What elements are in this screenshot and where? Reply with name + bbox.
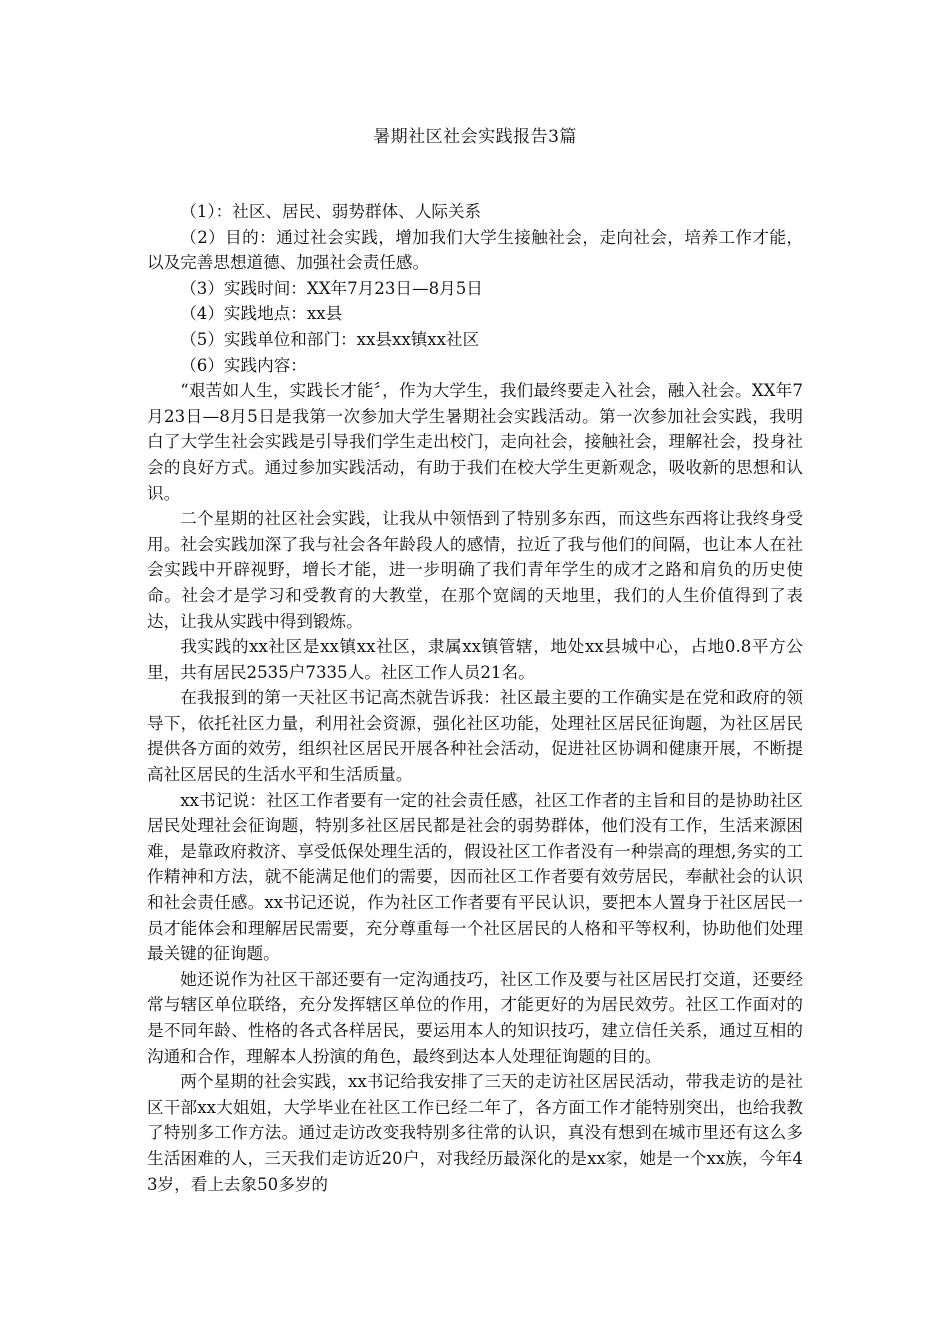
paragraph-time: （3）实践时间：XX年7月23日—8月5日 xyxy=(180,278,483,298)
paragraph: xx书记说：社区工作者要有一定的社会责任感，社区工作者的主旨和目的是协助社区居民处理社会征询题，特别多社区居民都是社会的弱势群体，他们没有工作，生活来源困难，是靠政府救济、享受低保处理生活的，假设社区工作者没有一种崇高的理想,务实的工作精神和方法，就不能满足他们的需要，因而社区工作者要有效劳居民，奉献社会的认识和社会责任感。xx书记还说，作为社区工作者要有平民认识，要把本人置身于社区居民一员才能体会和理解居民需要，充分尊重每一个社区居民的人格和平等权利，协助他们处理最关键的征询题。 xyxy=(147,790,803,964)
paragraph: 她还说作为社区干部还要有一定沟通技巧，社区工作及要与社区居民打交道，还要经常与辖区单位联络，充分发挥辖区单位的作用，才能更好的为居民效劳。社区工作面对的是不同年龄、性格的各式各样居民，要运用本人的知识技巧，建立信任关系，通过互相的沟通和合作，理解本人扮演的角色，最终到达本人处理征询题的目的。 xyxy=(147,969,803,1066)
paragraph: 两个星期的社会实践，xx书记给我安排了三天的走访社区居民活动，带我走访的是社区干部xx大姐姐，大学毕业在社区工作已经二年了，各方面工作才能特别突出，也给我教了特别多工作方法。通过走访改变我特别多往常的认识，真没有想到在城市里还有这么多生活困难的人，三天我们走访近20户，对我经历最深化的是xx家，她是一个xx族，今年43岁，看上去象50多岁的 xyxy=(147,1072,803,1194)
document-title: 暑期社区社会实践报告3篇 xyxy=(373,127,577,147)
paragraph: “艰苦如人生，实践长才能〞，作为大学生，我们最终要走入社会，融入社会。XX年7月23日—8月5日是我第一次参加大学生暑期社会实践活动。第一次参加社会实践，我明白了大学生社会实践是引导我们学生走出校门，走向社会，接触社会，理解社会，投身社会的良好方式。通过参加实践活动，有助于我们在校大学生更新观念，吸收新的思想和认识。 xyxy=(147,381,803,503)
paragraph-content-heading: （6）实践内容： xyxy=(180,355,307,375)
paragraph: 二个星期的社区社会实践，让我从中领悟到了特别多东西，而这些东西将让我终身受用。社会实践加深了我与社会各年龄段人的感情，拉近了我与他们的间隔，也让本人在社会实践中开辟视野，增长才能，进一步明确了我们青年学生的成才之路和肩负的历史使命。社会才是学习和受教育的大教堂，在那个宽阔的天地里，我们的人生价值得到了表达，让我从实践中得到锻炼。 xyxy=(147,509,803,631)
paragraph-purpose: （2）目的：通过社会实践，增加我们大学生接触社会，走向社会，培养工作才能，以及完善思想道德、加强社会责任感。 xyxy=(147,227,803,273)
paragraph-location: （4）实践地点：xx县 xyxy=(180,304,343,324)
paragraph-keywords: （1）：社区、居民、弱势群体、人际关系 xyxy=(180,202,482,221)
paragraph-unit: （5）实践单位和部门：xx县xx镇xx社区 xyxy=(180,329,480,349)
paragraph: 在我报到的第一天社区书记高杰就告诉我：社区最主要的工作确实是在党和政府的领导下，依托社区力量，利用社会资源，强化社区功能，处理社区居民征询题，为社区居民提供各方面的效劳，组织社区居民开展各种社会活动，促进社区协调和健康开展，不断提高社区居民的生活水平和生活质量。 xyxy=(147,688,803,785)
document-body xyxy=(147,199,803,1197)
paragraph: 我实践的xx社区是xx镇xx社区，隶属xx镇管辖，地处xx县城中心，占地0.8平方公里，共有居民2535户7335人。社区工作人员21名。 xyxy=(147,637,803,682)
